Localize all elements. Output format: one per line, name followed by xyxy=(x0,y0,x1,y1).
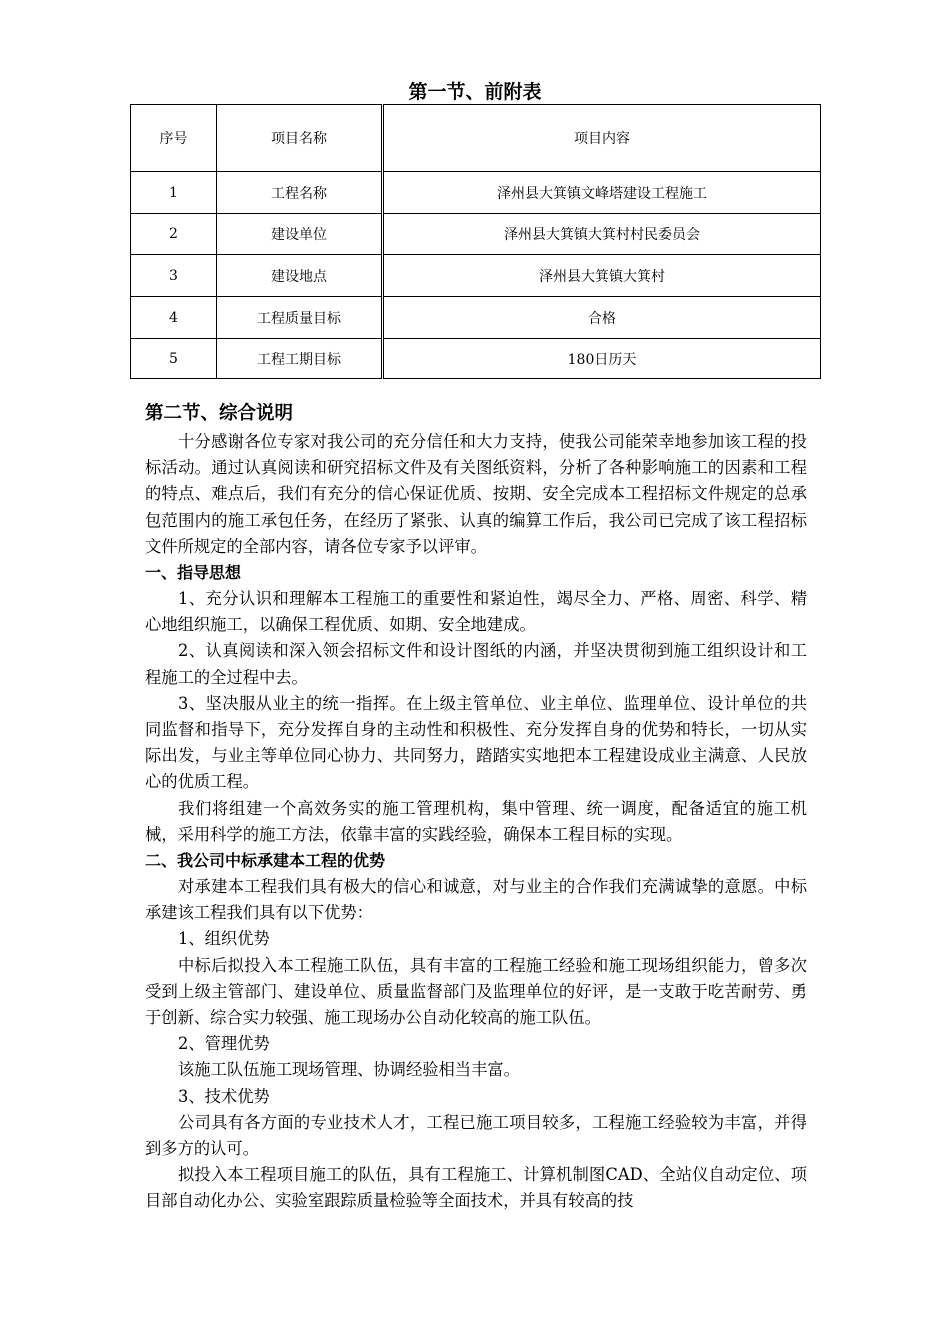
table-cell: 4 xyxy=(131,297,217,339)
table-cell: 3 xyxy=(131,255,217,297)
table-cell: 建设地点 xyxy=(217,255,383,297)
table-row xyxy=(131,255,821,297)
table-header-cell: 项目内容 xyxy=(383,105,821,172)
subheading: 3、技术优势 xyxy=(178,1086,270,1106)
paragraph: 2、认真阅读和深入领会招标文件和设计图纸的内涵，并坚决贯彻到施工组织设计和工程施工的全过程中去。 xyxy=(145,641,807,687)
table-row xyxy=(131,214,821,255)
table-cell: 泽州县大箕镇大箕村 xyxy=(383,255,821,297)
paragraph: 公司具有各方面的专业技术人才，工程已施工项目较多，工程施工经验较为丰富，并得到多方的认可。 xyxy=(145,1112,807,1159)
table-cell: 1 xyxy=(131,172,217,214)
table-header-cell: 项目名称 xyxy=(217,105,383,172)
paragraph: 1、充分认识和理解本工程施工的重要性和紧迫性，竭尽全力、严格、周密、科学、精心地组织施工，以确保工程优质、如期、安全地建成。 xyxy=(145,589,807,635)
subheading: 1、组织优势 xyxy=(178,929,270,949)
table-row xyxy=(131,339,821,379)
section2-title: 第二节、综合说明 xyxy=(145,403,294,424)
part2-heading: 二、我公司中标承建本工程的优势 xyxy=(145,851,386,871)
table-row xyxy=(131,172,821,214)
table-cell: 合格 xyxy=(383,297,821,339)
table-header-row xyxy=(131,105,821,172)
table-cell: 泽州县大箕镇文峰塔建设工程施工 xyxy=(383,172,821,214)
section2-body xyxy=(145,399,807,1215)
intro-paragraph: 十分感谢各位专家对我公司的充分信任和大力支持，使我公司能荣幸地参加该工程的投标活动。通过认真阅读和研究招标文件及有关图纸资料，分析了各种影响施工的因素和工程的特点、难点后，我们有充分的信心保证优质、按期、安全完成本工程招标文件规定的总承包范围内的施工承包任务，在经历了紧张、认真的编算工作后，我公司已完成了该工程招标文件所规定的全部内容，请各位专家予以评审。 xyxy=(145,432,807,556)
table-header-cell: 序号 xyxy=(131,105,217,172)
table-cell: 建设单位 xyxy=(217,214,383,255)
section1-title: 第一节、前附表 xyxy=(408,81,542,103)
table-cell: 180日历天 xyxy=(383,339,821,379)
table-cell: 工程质量目标 xyxy=(217,297,383,339)
table-cell: 5 xyxy=(131,339,217,379)
paragraph: 该施工队伍施工现场管理、协调经验相当丰富。 xyxy=(178,1060,520,1080)
paragraph: 中标后拟投入本工程施工队伍，具有丰富的工程施工经验和施工现场组织能力，曾多次受到上级主管部门、建设单位、质量监督部门及监理单位的好评，是一支敢于吃苦耐劳、勇于创新、综合实力较强、施工现场办公自动化较高的施工队伍。 xyxy=(145,955,807,1028)
subheading: 2、管理优势 xyxy=(178,1034,270,1054)
table-row xyxy=(131,297,821,339)
paragraph: 拟投入本工程项目施工的队伍，具有工程施工、计算机制图CAD、全站仪自动定位、项目部自动化办公、实验室跟踪质量检验等全面技术，并具有较高的技 xyxy=(145,1165,807,1211)
table-cell: 2 xyxy=(131,214,217,255)
part1-heading: 一、指导思想 xyxy=(145,563,242,583)
table-cell: 泽州县大箕镇大箕村村民委员会 xyxy=(383,214,821,255)
table-cell: 工程名称 xyxy=(217,172,383,214)
table-cell: 工程工期目标 xyxy=(217,339,383,379)
paragraph: 我们将组建一个高效务实的施工管理机构，集中管理、统一调度，配备适宜的施工机械，采用科学的施工方法，依靠丰富的实践经验，确保本工程目标的实现。 xyxy=(145,798,807,844)
paragraph: 对承建本工程我们具有极大的信心和诚意，对与业主的合作我们充满诚挚的意愿。中标承建该工程我们具有以下优势： xyxy=(145,877,807,923)
front-table xyxy=(130,104,821,379)
paragraph: 3、坚决服从业主的统一指挥。在上级主管单位、业主单位、监理单位、设计单位的共同监督和指导下，充分发挥自身的主动性和积极性、充分发挥自身的优势和特长，一切从实际出发，与业主等单位同心协力、共同努力，踏踏实实地把本工程建设成业主满意、人民放心的优质工程。 xyxy=(145,693,807,792)
